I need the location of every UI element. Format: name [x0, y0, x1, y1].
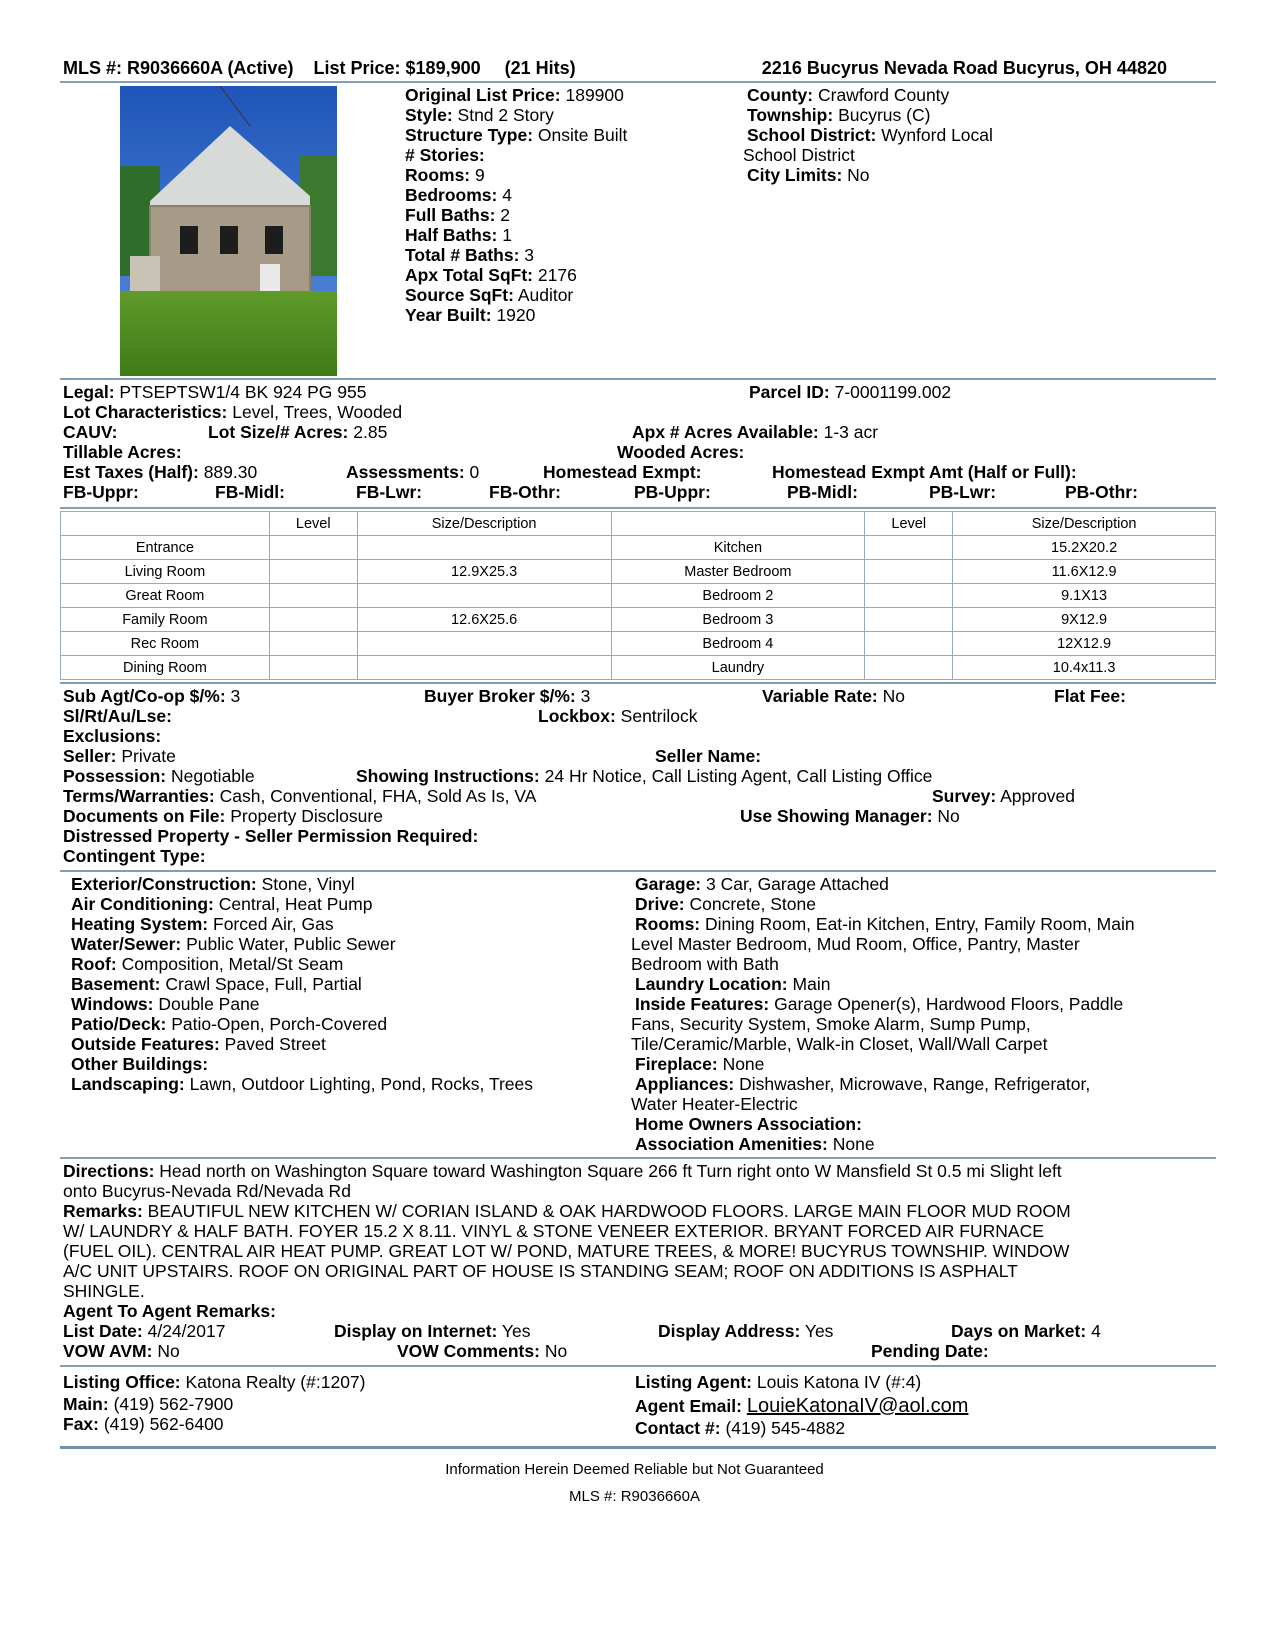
room-name: Great Room	[61, 584, 270, 608]
room-name: Bedroom 2	[611, 584, 865, 608]
sub-agt-row	[63, 686, 240, 706]
divider	[60, 378, 1216, 380]
summary-middle	[405, 85, 627, 325]
structure-label: Structure Type:	[405, 125, 534, 145]
drive: Concrete, Stone	[689, 894, 816, 914]
half-baths: 1	[502, 225, 512, 245]
pb-lwr: PB-Lwr:	[929, 482, 997, 502]
bedrooms-label: Bedrooms:	[405, 185, 498, 205]
agent: Louis Katona IV (#:4)	[756, 1372, 922, 1392]
lot-size-row	[208, 422, 387, 442]
room-level	[865, 608, 953, 632]
fb-uppr: FB-Uppr:	[63, 482, 139, 502]
seller-name-label: Seller Name:	[655, 746, 762, 766]
feature-label: Other Buildings:	[71, 1054, 209, 1074]
agent-remarks-label: Agent To Agent Remarks:	[63, 1301, 276, 1321]
feature-label: Air Conditioning:	[71, 894, 214, 914]
list-date: 4/24/2017	[147, 1321, 226, 1341]
amenities-label: Association Amenities:	[635, 1134, 828, 1154]
feature-label: Outside Features:	[71, 1034, 220, 1054]
contact-label: Contact #:	[635, 1418, 721, 1438]
remarks-line2: W/ LAUNDRY & HALF BATH. FOYER 15.2 X 8.11. VINYL & STONE VENEER EXTERIOR. BRYANT FORCED AIR FURNACE	[63, 1221, 1044, 1241]
year-built: 1920	[496, 305, 536, 325]
total-baths: 3	[524, 245, 535, 265]
assess-label: Assessments:	[346, 462, 465, 482]
room-size: 9X12.9	[953, 608, 1216, 632]
assess: 0	[469, 462, 480, 482]
variable-row	[762, 686, 905, 706]
seller: Private	[121, 746, 176, 766]
agent-contact	[635, 1372, 968, 1438]
contact: (419) 545-4882	[725, 1418, 846, 1438]
survey-row	[932, 786, 1075, 806]
display-address-label: Display Address:	[658, 1321, 801, 1341]
full-baths: 2	[500, 205, 511, 225]
structure: Onsite Built	[537, 125, 628, 145]
township: Bucyrus (C)	[838, 105, 931, 125]
feature-value: Public Water, Public Sewer	[186, 934, 396, 954]
room-level	[269, 536, 357, 560]
tillable-label: Tillable Acres:	[63, 442, 182, 462]
feature-label: Heating System:	[71, 914, 209, 934]
fax: (419) 562-6400	[103, 1414, 224, 1434]
legal-label: Legal:	[63, 382, 115, 402]
room-size	[357, 632, 611, 656]
feature-label: Roof:	[71, 954, 117, 974]
appliances-label: Appliances:	[635, 1074, 735, 1094]
list-date-row	[63, 1321, 225, 1341]
table-row	[61, 536, 1216, 560]
room-level	[269, 656, 357, 680]
sqft: 2176	[537, 265, 577, 285]
table-row	[61, 632, 1216, 656]
exclusions-label: Exclusions:	[63, 726, 162, 746]
footer-mls: MLS #: R9036660A	[569, 1488, 700, 1505]
divider	[60, 81, 1216, 83]
showing: 24 Hr Notice, Call Listing Agent, Call Listing Office	[544, 766, 933, 786]
office: Katona Realty (#:1207)	[185, 1372, 366, 1392]
showing-row	[356, 766, 932, 786]
inside-line2: Fans, Security System, Smoke Alarm, Sump Pump,	[631, 1014, 1031, 1034]
room-name: Entrance	[61, 536, 270, 560]
feature-value: Stone, Vinyl	[261, 874, 355, 894]
pending-label: Pending Date:	[871, 1341, 989, 1361]
vow-avm-label: VOW AVM:	[63, 1341, 153, 1361]
address: 2216 Bucyrus Nevada Road Bucyrus, OH 44820	[761, 58, 1167, 78]
showing-mgr-row	[740, 806, 960, 826]
room-level	[865, 584, 953, 608]
vow-comments-row	[397, 1341, 567, 1361]
agent-label: Listing Agent:	[635, 1372, 752, 1392]
room-size: 9.1X13	[953, 584, 1216, 608]
school-label: School District:	[747, 125, 877, 145]
pb-othr: PB-Othr:	[1065, 482, 1138, 502]
variable: No	[882, 686, 905, 706]
slrt-label: Sl/Rt/Au/Lse:	[63, 706, 172, 726]
table-row	[61, 584, 1216, 608]
style: Stnd 2 Story	[457, 105, 554, 125]
list-date-label: List Date:	[63, 1321, 143, 1341]
possession-row	[63, 766, 255, 786]
sub-agt-label: Sub Agt/Co-op $/%:	[63, 686, 226, 706]
room-name: Kitchen	[611, 536, 865, 560]
homestead-label: Homestead Exmpt:	[543, 462, 702, 482]
style-label: Style:	[405, 105, 453, 125]
legal-row	[63, 382, 366, 402]
lot-char: Level, Trees, Wooded	[232, 402, 403, 422]
inside-line1: Garage Opener(s), Hardwood Floors, Paddle	[774, 994, 1124, 1014]
inside-label: Inside Features:	[635, 994, 770, 1014]
drive-label: Drive:	[635, 894, 685, 914]
feature-label: Landscaping:	[71, 1074, 185, 1094]
room-level	[865, 560, 953, 584]
taxes: 889.30	[203, 462, 258, 482]
header-cell: Level	[269, 512, 357, 536]
assess-row	[346, 462, 479, 482]
lot-char-label: Lot Characteristics:	[63, 402, 228, 422]
year-built-label: Year Built:	[405, 305, 492, 325]
remarks-line4: A/C UNIT UPSTAIRS. ROOF ON ORIGINAL PART OF HOUSE IS STANDING SEAM; ROOF ON ADDITIONS IS ASPHALT	[63, 1261, 1018, 1281]
lot-char-row	[63, 402, 402, 422]
rooms-line2: Level Master Bedroom, Mud Room, Office, Pantry, Master	[631, 934, 1080, 954]
room-name: Dining Room	[61, 656, 270, 680]
bedrooms: 4	[502, 185, 512, 205]
office-label: Listing Office:	[63, 1372, 181, 1392]
room-level	[269, 608, 357, 632]
lockbox-row	[538, 706, 698, 726]
directions-label: Directions:	[63, 1161, 155, 1181]
directions-line1: Head north on Washington Square toward Washington Square 266 ft Turn right onto W Mansfield St 0.5 mi Slight left	[159, 1161, 1062, 1181]
acres-avail-row	[632, 422, 878, 442]
sqft-label: Apx Total SqFt:	[405, 265, 533, 285]
room-size: 12.6X25.6	[357, 608, 611, 632]
table-row	[61, 608, 1216, 632]
header-cell: Size/Description	[357, 512, 611, 536]
room-name: Living Room	[61, 560, 270, 584]
divider	[60, 1446, 1216, 1449]
room-name: Bedroom 3	[611, 608, 865, 632]
room-level	[865, 536, 953, 560]
room-size: 15.2X20.2	[953, 536, 1216, 560]
header-cell	[61, 512, 270, 536]
showing-mgr: No	[937, 806, 960, 826]
source-sqft-label: Source SqFt:	[405, 285, 514, 305]
table-row	[61, 560, 1216, 584]
contingent-label: Contingent Type:	[63, 846, 206, 866]
header-cell: Size/Description	[953, 512, 1216, 536]
summary-right	[743, 85, 993, 185]
mls-value: R9036660A (Active)	[127, 58, 294, 78]
vow-comments: No	[544, 1341, 568, 1361]
rooms-line1: Dining Room, Eat-in Kitchen, Entry, Family Room, Main	[705, 914, 1135, 934]
feature-value: Double Pane	[158, 994, 260, 1014]
display-address-row	[658, 1321, 833, 1341]
room-size: 10.4x11.3	[953, 656, 1216, 680]
terms-label: Terms/Warranties:	[63, 786, 215, 806]
flat-fee-label: Flat Fee:	[1054, 686, 1126, 706]
taxes-row	[63, 462, 257, 482]
seller-row	[63, 746, 176, 766]
main-phone-label: Main:	[63, 1394, 109, 1414]
list-price-label: List Price:	[313, 58, 401, 78]
mls-label: MLS #:	[63, 58, 123, 78]
homestead-amt-label: Homestead Exmpt Amt (Half or Full):	[772, 462, 1077, 482]
room-size	[357, 656, 611, 680]
full-baths-label: Full Baths:	[405, 205, 496, 225]
rooms-feature-label: Rooms:	[635, 914, 701, 934]
table-header	[61, 512, 1216, 536]
main-phone: (419) 562-7900	[113, 1394, 234, 1414]
remarks-line3: (FUEL OIL). CENTRAL AIR HEAT PUMP. GREAT LOT W/ POND, MATURE TREES, & MORE! BUCYRUS TOWNSHIP. WINDOW	[63, 1241, 1070, 1261]
vow-avm: No	[157, 1341, 180, 1361]
possession-label: Possession:	[63, 766, 167, 786]
agent-email-link[interactable]: LouieKatonaIV@aol.com	[746, 1395, 969, 1417]
feature-value: Lawn, Outdoor Lighting, Pond, Rocks, Trees	[189, 1074, 534, 1094]
divider	[60, 870, 1216, 872]
features-right	[631, 874, 1135, 1154]
taxes-label: Est Taxes (Half):	[63, 462, 199, 482]
showing-mgr-label: Use Showing Manager:	[740, 806, 933, 826]
parcel-row	[749, 382, 951, 402]
hoa-label: Home Owners Association:	[635, 1114, 862, 1134]
lockbox: Sentrilock	[620, 706, 698, 726]
parcel: 7-0001199.002	[834, 382, 952, 402]
source-sqft: Auditor	[517, 285, 574, 305]
showing-label: Showing Instructions:	[356, 766, 540, 786]
pb-uppr: PB-Uppr:	[634, 482, 711, 502]
rooms: 9	[475, 165, 485, 185]
county: Crawford County	[817, 85, 950, 105]
survey: Approved	[1000, 786, 1076, 806]
acres-avail-label: Apx # Acres Available:	[632, 422, 819, 442]
parcel-label: Parcel ID:	[749, 382, 830, 402]
fb-midl: FB-Midl:	[215, 482, 285, 502]
room-size	[357, 584, 611, 608]
orig-price: 189900	[565, 85, 624, 105]
survey-label: Survey:	[932, 786, 997, 806]
laundry-label: Laundry Location:	[635, 974, 788, 994]
township-label: Township:	[747, 105, 834, 125]
buyer-broker: 3	[580, 686, 591, 706]
dom: 4	[1091, 1321, 1101, 1341]
fb-lwr: FB-Lwr:	[356, 482, 423, 502]
feature-value: Patio-Open, Porch-Covered	[171, 1014, 388, 1034]
table-row	[61, 656, 1216, 680]
vow-avm-row	[63, 1341, 180, 1361]
terms: Cash, Conventional, FHA, Sold As Is, VA	[219, 786, 537, 806]
fb-othr: FB-Othr:	[489, 482, 561, 502]
garage-label: Garage:	[635, 874, 702, 894]
room-level	[269, 632, 357, 656]
docs: Property Disclosure	[230, 806, 383, 826]
county-label: County:	[747, 85, 814, 105]
feature-label: Windows:	[71, 994, 154, 1014]
amenities: None	[832, 1134, 875, 1154]
email-label: Agent Email:	[635, 1396, 742, 1416]
header-cell	[611, 512, 865, 536]
total-baths-label: Total # Baths:	[405, 245, 520, 265]
laundry: Main	[792, 974, 831, 994]
docs-row	[63, 806, 383, 826]
room-name: Laundry	[611, 656, 865, 680]
buyer-broker-label: Buyer Broker $/%:	[424, 686, 576, 706]
feature-label: Water/Sewer:	[71, 934, 182, 954]
lockbox-label: Lockbox:	[538, 706, 616, 726]
remarks-line5: SHINGLE.	[63, 1281, 145, 1301]
features-left	[71, 874, 533, 1094]
half-baths-label: Half Baths:	[405, 225, 498, 245]
room-level	[865, 656, 953, 680]
room-level	[865, 632, 953, 656]
distressed-label: Distressed Property - Seller Permission Required:	[63, 826, 479, 846]
directions	[63, 1161, 1071, 1321]
room-size: 12X12.9	[953, 632, 1216, 656]
dom-row	[951, 1321, 1101, 1341]
display-internet-label: Display on Internet:	[334, 1321, 498, 1341]
feature-label: Patio/Deck:	[71, 1014, 167, 1034]
pb-midl: PB-Midl:	[787, 482, 858, 502]
appliances-line1: Dishwasher, Microwave, Range, Refrigerator,	[739, 1074, 1091, 1094]
divider	[60, 1157, 1216, 1159]
room-name: Rec Room	[61, 632, 270, 656]
rooms-line3: Bedroom with Bath	[631, 954, 779, 974]
fax-label: Fax:	[63, 1414, 99, 1434]
fireplace: None	[722, 1054, 765, 1074]
feature-value: Paved Street	[224, 1034, 326, 1054]
display-address: Yes	[804, 1321, 834, 1341]
school-line2: School District	[743, 145, 855, 165]
divider	[60, 1365, 1216, 1367]
garage: 3 Car, Garage Attached	[706, 874, 889, 894]
wooded-label: Wooded Acres:	[617, 442, 745, 462]
dom-label: Days on Market:	[951, 1321, 1087, 1341]
remarks-line1: BEAUTIFUL NEW KITCHEN W/ CORIAN ISLAND & OAK HARDWOOD FLOORS. LARGE MAIN FLOOR MUD ROOM	[147, 1201, 1071, 1221]
room-size: 12.9X25.3	[357, 560, 611, 584]
feature-label: Exterior/Construction:	[71, 874, 257, 894]
directions-line2: onto Bucyrus-Nevada Rd/Nevada Rd	[63, 1181, 351, 1201]
feature-label: Basement:	[71, 974, 161, 994]
cauv-label: CAUV:	[63, 422, 118, 442]
vow-comments-label: VOW Comments:	[397, 1341, 540, 1361]
feature-value: Forced Air, Gas	[213, 914, 334, 934]
disclaimer: Information Herein Deemed Reliable but Not Guaranteed	[445, 1461, 824, 1478]
room-name: Family Room	[61, 608, 270, 632]
possession: Negotiable	[170, 766, 255, 786]
divider	[60, 682, 1216, 684]
display-internet: Yes	[501, 1321, 531, 1341]
list-price: $189,900	[405, 58, 481, 78]
room-size: 11.6X12.9	[953, 560, 1216, 584]
display-internet-row	[334, 1321, 530, 1341]
room-name: Master Bedroom	[611, 560, 865, 584]
docs-label: Documents on File:	[63, 806, 226, 826]
header-line	[63, 58, 576, 79]
terms-row	[63, 786, 536, 806]
feature-value: Central, Heat Pump	[218, 894, 373, 914]
seller-label: Seller:	[63, 746, 117, 766]
school-line1: Wynford Local	[881, 125, 993, 145]
rooms-label: Rooms:	[405, 165, 471, 185]
acres-avail: 1-3 acr	[823, 422, 879, 442]
legal: PTSEPTSW1/4 BK 924 PG 955	[119, 382, 367, 402]
lot-size-label: Lot Size/# Acres:	[208, 422, 349, 442]
sub-agt: 3	[230, 686, 241, 706]
feature-value: Crawl Space, Full, Partial	[165, 974, 362, 994]
header-cell: Level	[865, 512, 953, 536]
feature-value: Composition, Metal/St Seam	[121, 954, 344, 974]
inside-line3: Tile/Ceramic/Marble, Walk-in Closet, Wall/Wall Carpet	[631, 1034, 1048, 1054]
property-photo	[120, 86, 337, 376]
stories-label: # Stories:	[405, 145, 485, 165]
room-level	[269, 560, 357, 584]
appliances-line2: Water Heater-Electric	[631, 1094, 798, 1114]
rooms-table	[60, 511, 1216, 680]
room-size	[357, 536, 611, 560]
buyer-broker-row	[424, 686, 590, 706]
divider	[60, 507, 1216, 509]
city-limits: No	[847, 165, 870, 185]
hits: (21 Hits)	[504, 58, 576, 78]
office-info	[63, 1372, 366, 1434]
fireplace-label: Fireplace:	[635, 1054, 718, 1074]
room-name: Bedroom 4	[611, 632, 865, 656]
orig-price-label: Original List Price:	[405, 85, 561, 105]
remarks-label: Remarks:	[63, 1201, 143, 1221]
city-limits-label: City Limits:	[747, 165, 843, 185]
variable-label: Variable Rate:	[762, 686, 878, 706]
room-level	[269, 584, 357, 608]
lot-size: 2.85	[353, 422, 388, 442]
